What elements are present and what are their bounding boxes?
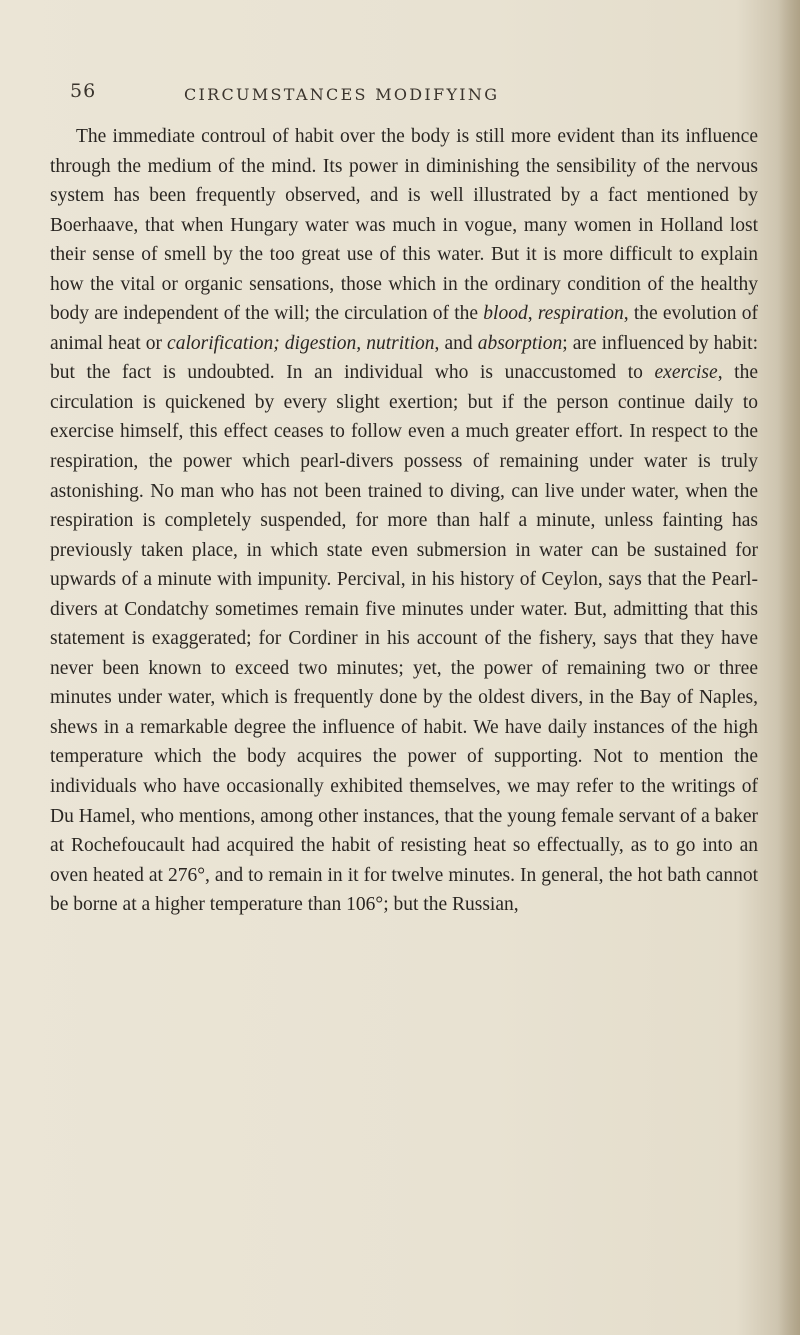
page-header [0,80,800,110]
page-number: 56 [70,80,97,102]
italic-term-exercise: exercise [654,362,718,384]
text-segment: , the circulation is quickened by every slight exertion; but if the person continue daily to exercise himself, this effect ceases to follow even a much greater effort. In respect to the respiration, the power which pearl-divers possess of remaining under water is truly astonishing. No man who has not been trained to diving, can live under water, when the respiration is completely suspended, for more than half a minute, unless fainting has previously taken place, in which state even submersion in water can be sustained for upwards of a minute with impunity. Percival, in his history of Ceylon, says that the Pearl-divers at Condatchy sometimes remain five minutes under water. But, admitting that this statement is exaggerated; for Cordiner in his account of the fishery, says that they have never been known to exceed two minutes; yet, the power of remaining two or three minutes under water, which is frequently done by the oldest divers, in the Bay of Naples, shews in a remarkable degree the influence of habit. We have daily instances of the high temperature which the body acquires the power of supporting. Not to mention the individuals who have occasionally exhibited themselves, we may refer to the writings of Du Hamel, who mentions, among other instances, that the young female servant of a baker at Rochefoucault had acquired the habit of resisting heat so effectually, as to go into an oven heated at 276°, and to remain in it for twelve minutes. In general, the hot bath cannot be borne at a higher temperature than 106°; but the Russian, [50,362,758,916]
running-head: CIRCUMSTANCES MODIFYING [184,85,500,104]
italic-term-blood: blood [483,303,528,325]
page-edge-shadow [778,0,800,1335]
text-segment: , the evolution of animal heat or [50,303,758,354]
text-segment: The immediate controul of habit over the body is still more evident than its influence through the medium of the mind. Its power in diminishing the sensibility of the nervous system has been frequently observed, and is well illustrated by a fact mentioned by Boerhaave, that when Hungary water was much in vogue, many women in Holland lost their sense of smell by the too great use of this water. But it is more difficult to explain how the vital or organic sensations, those which in the ordinary condition of the healthy body are independent of the will; the circulation of the [50,126,758,325]
italic-term-absorption: absorption [477,332,563,354]
italic-term-respiration: respiration [537,303,624,325]
italic-term-calorification: calorification; digestion, nutrition [167,332,435,354]
body-paragraph [50,122,758,920]
text-segment: , and [434,332,478,354]
text-segment: , [527,303,538,325]
text-segment: ; are influenced by habit: but the fact is undoubted. In an individual who is unaccustomed to [50,332,758,384]
